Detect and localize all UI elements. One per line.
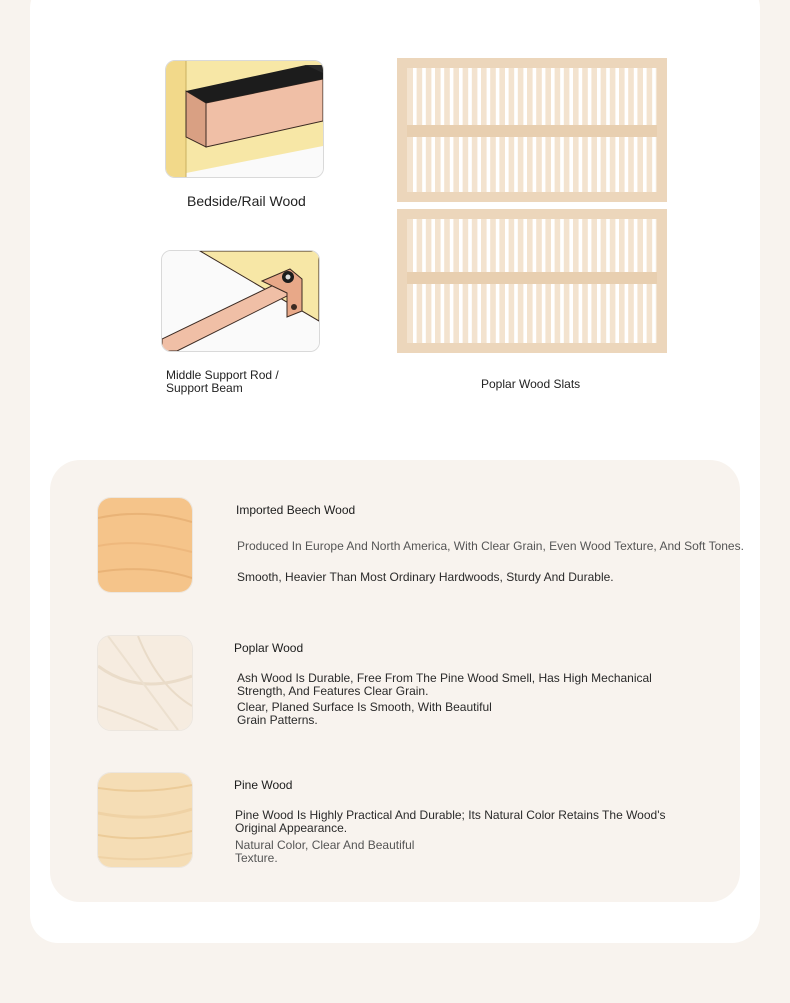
- slat-gap: [643, 219, 647, 272]
- slat-gap: [615, 137, 619, 192]
- slat-gap: [496, 137, 500, 192]
- pine-wood-title: Pine Wood: [234, 778, 293, 792]
- slat-gap: [487, 219, 491, 272]
- slat-gap: [487, 137, 491, 192]
- slat-gap: [450, 68, 454, 125]
- slat-gap: [514, 219, 518, 272]
- slat-gap: [588, 284, 592, 343]
- slat-gap: [533, 219, 537, 272]
- slat-gap: [413, 219, 417, 272]
- slat-gap: [551, 137, 555, 192]
- slat-gap: [588, 137, 592, 192]
- slat-gap: [615, 284, 619, 343]
- slat-gap: [569, 219, 573, 272]
- slat-gap: [413, 137, 417, 192]
- poplar-slats-label: Poplar Wood Slats: [481, 377, 581, 391]
- slat-gap: [441, 68, 445, 125]
- slat-gap: [422, 284, 426, 343]
- slat-gap: [542, 219, 546, 272]
- slat-gap: [514, 284, 518, 343]
- pine-wood-desc-1: Pine Wood Is Highly Practical And Durable; Its Natural Color Retains The Wood's Original Appearance.: [235, 808, 666, 835]
- slat-gap: [431, 68, 435, 125]
- slat-gap: [551, 219, 555, 272]
- poplar-wood-desc-1: Ash Wood Is Durable, Free From The Pine Wood Smell, Has High Mechanical Strength, And Features Clear Grain.: [237, 671, 652, 698]
- slat-gap: [625, 68, 629, 125]
- slat-gap: [523, 219, 527, 272]
- support-rod-label: Middle Support Rod / Support Beam: [166, 368, 279, 395]
- slat-gap: [634, 219, 638, 272]
- slat-gap: [505, 284, 509, 343]
- slat-gap: [450, 284, 454, 343]
- slat-gap: [579, 284, 583, 343]
- slat-gap: [634, 284, 638, 343]
- slat-gap: [560, 68, 564, 125]
- slat-gap: [542, 68, 546, 125]
- slat-gap: [422, 68, 426, 125]
- slat-gap: [523, 284, 527, 343]
- poplar-wood-swatch: [97, 635, 193, 731]
- slat-gap: [413, 68, 417, 125]
- slat-gap: [652, 284, 656, 343]
- slat-gap: [496, 219, 500, 272]
- slat-gap: [643, 68, 647, 125]
- slat-gap: [569, 137, 573, 192]
- slat-gap: [597, 219, 601, 272]
- slat-gap: [625, 284, 629, 343]
- beech-wood-swatch: [97, 497, 193, 593]
- slat-gap: [413, 284, 417, 343]
- slat-gap: [579, 219, 583, 272]
- pine-wood-swatch: [97, 772, 193, 868]
- slat-gap: [459, 284, 463, 343]
- slat-gap: [477, 219, 481, 272]
- slat-gap: [505, 137, 509, 192]
- slat-gap: [579, 137, 583, 192]
- slat-gap: [560, 137, 564, 192]
- slat-gap: [606, 284, 610, 343]
- slat-gap: [634, 68, 638, 125]
- slat-gap: [487, 68, 491, 125]
- slat-gap: [551, 284, 555, 343]
- slat-gap: [450, 219, 454, 272]
- slat-gap: [477, 68, 481, 125]
- slat-gap: [441, 137, 445, 192]
- slat-gap: [588, 219, 592, 272]
- slat-gap: [579, 68, 583, 125]
- slat-gap: [477, 284, 481, 343]
- slat-gap: [459, 68, 463, 125]
- slat-gap: [643, 137, 647, 192]
- slat-gap: [514, 68, 518, 125]
- slat-gap: [441, 219, 445, 272]
- pine-wood-desc-2: Natural Color, Clear And Beautiful Texture.: [235, 838, 415, 865]
- slat-gap: [468, 68, 472, 125]
- slat-gap: [652, 219, 656, 272]
- slat-gap: [643, 284, 647, 343]
- slat-gap: [615, 68, 619, 125]
- slat-gap: [496, 284, 500, 343]
- slat-gap: [542, 284, 546, 343]
- slat-gap: [505, 219, 509, 272]
- slat-gap: [542, 137, 546, 192]
- slat-gap: [431, 219, 435, 272]
- slat-gap: [652, 137, 656, 192]
- slat-gap: [468, 137, 472, 192]
- slat-gap: [606, 68, 610, 125]
- slat-gap: [431, 137, 435, 192]
- slat-gap: [505, 68, 509, 125]
- slat-gap: [606, 137, 610, 192]
- poplar-wood-title: Poplar Wood: [234, 641, 304, 655]
- slat-gap: [441, 284, 445, 343]
- slat-gap: [560, 284, 564, 343]
- rail-wood-label: Bedside/Rail Wood: [187, 193, 306, 209]
- slat-gap: [468, 219, 472, 272]
- rail-wood-image: [165, 60, 324, 178]
- slat-gap: [514, 137, 518, 192]
- slat-gap: [569, 68, 573, 125]
- slat-gap: [597, 68, 601, 125]
- beech-wood-desc-2: Smooth, Heavier Than Most Ordinary Hardwoods, Sturdy And Durable.: [237, 570, 614, 584]
- slat-gap: [422, 137, 426, 192]
- slat-gap: [477, 137, 481, 192]
- slat-gap: [459, 219, 463, 272]
- slat-gap: [496, 68, 500, 125]
- slat-gap: [459, 137, 463, 192]
- slat-gap: [597, 137, 601, 192]
- slat-gap: [468, 284, 472, 343]
- beech-wood-desc-1: Produced In Europe And North America, With Clear Grain, Even Wood Texture, And Soft Tones.: [237, 539, 744, 553]
- slat-gap: [523, 137, 527, 192]
- slat-gap: [450, 137, 454, 192]
- slat-gap: [533, 137, 537, 192]
- slat-gap: [523, 68, 527, 125]
- support-rod-image: [161, 250, 320, 352]
- slat-gap: [422, 219, 426, 272]
- poplar-slats-image: [397, 58, 667, 353]
- slat-gap: [560, 219, 564, 272]
- slat-gap: [625, 219, 629, 272]
- slat-gap: [533, 284, 537, 343]
- slat-gap: [615, 219, 619, 272]
- slat-gap: [431, 284, 435, 343]
- poplar-wood-desc-2: Clear, Planed Surface Is Smooth, With Beautiful Grain Patterns.: [237, 700, 492, 727]
- slat-gap: [606, 219, 610, 272]
- slat-gap: [588, 68, 592, 125]
- slat-gap: [625, 137, 629, 192]
- slat-gap: [551, 68, 555, 125]
- slat-gap: [533, 68, 537, 125]
- slat-gap: [487, 284, 491, 343]
- slat-gap: [652, 68, 656, 125]
- slat-gap: [634, 137, 638, 192]
- slat-gap: [569, 284, 573, 343]
- beech-wood-title: Imported Beech Wood: [236, 503, 356, 517]
- slat-gap: [597, 284, 601, 343]
